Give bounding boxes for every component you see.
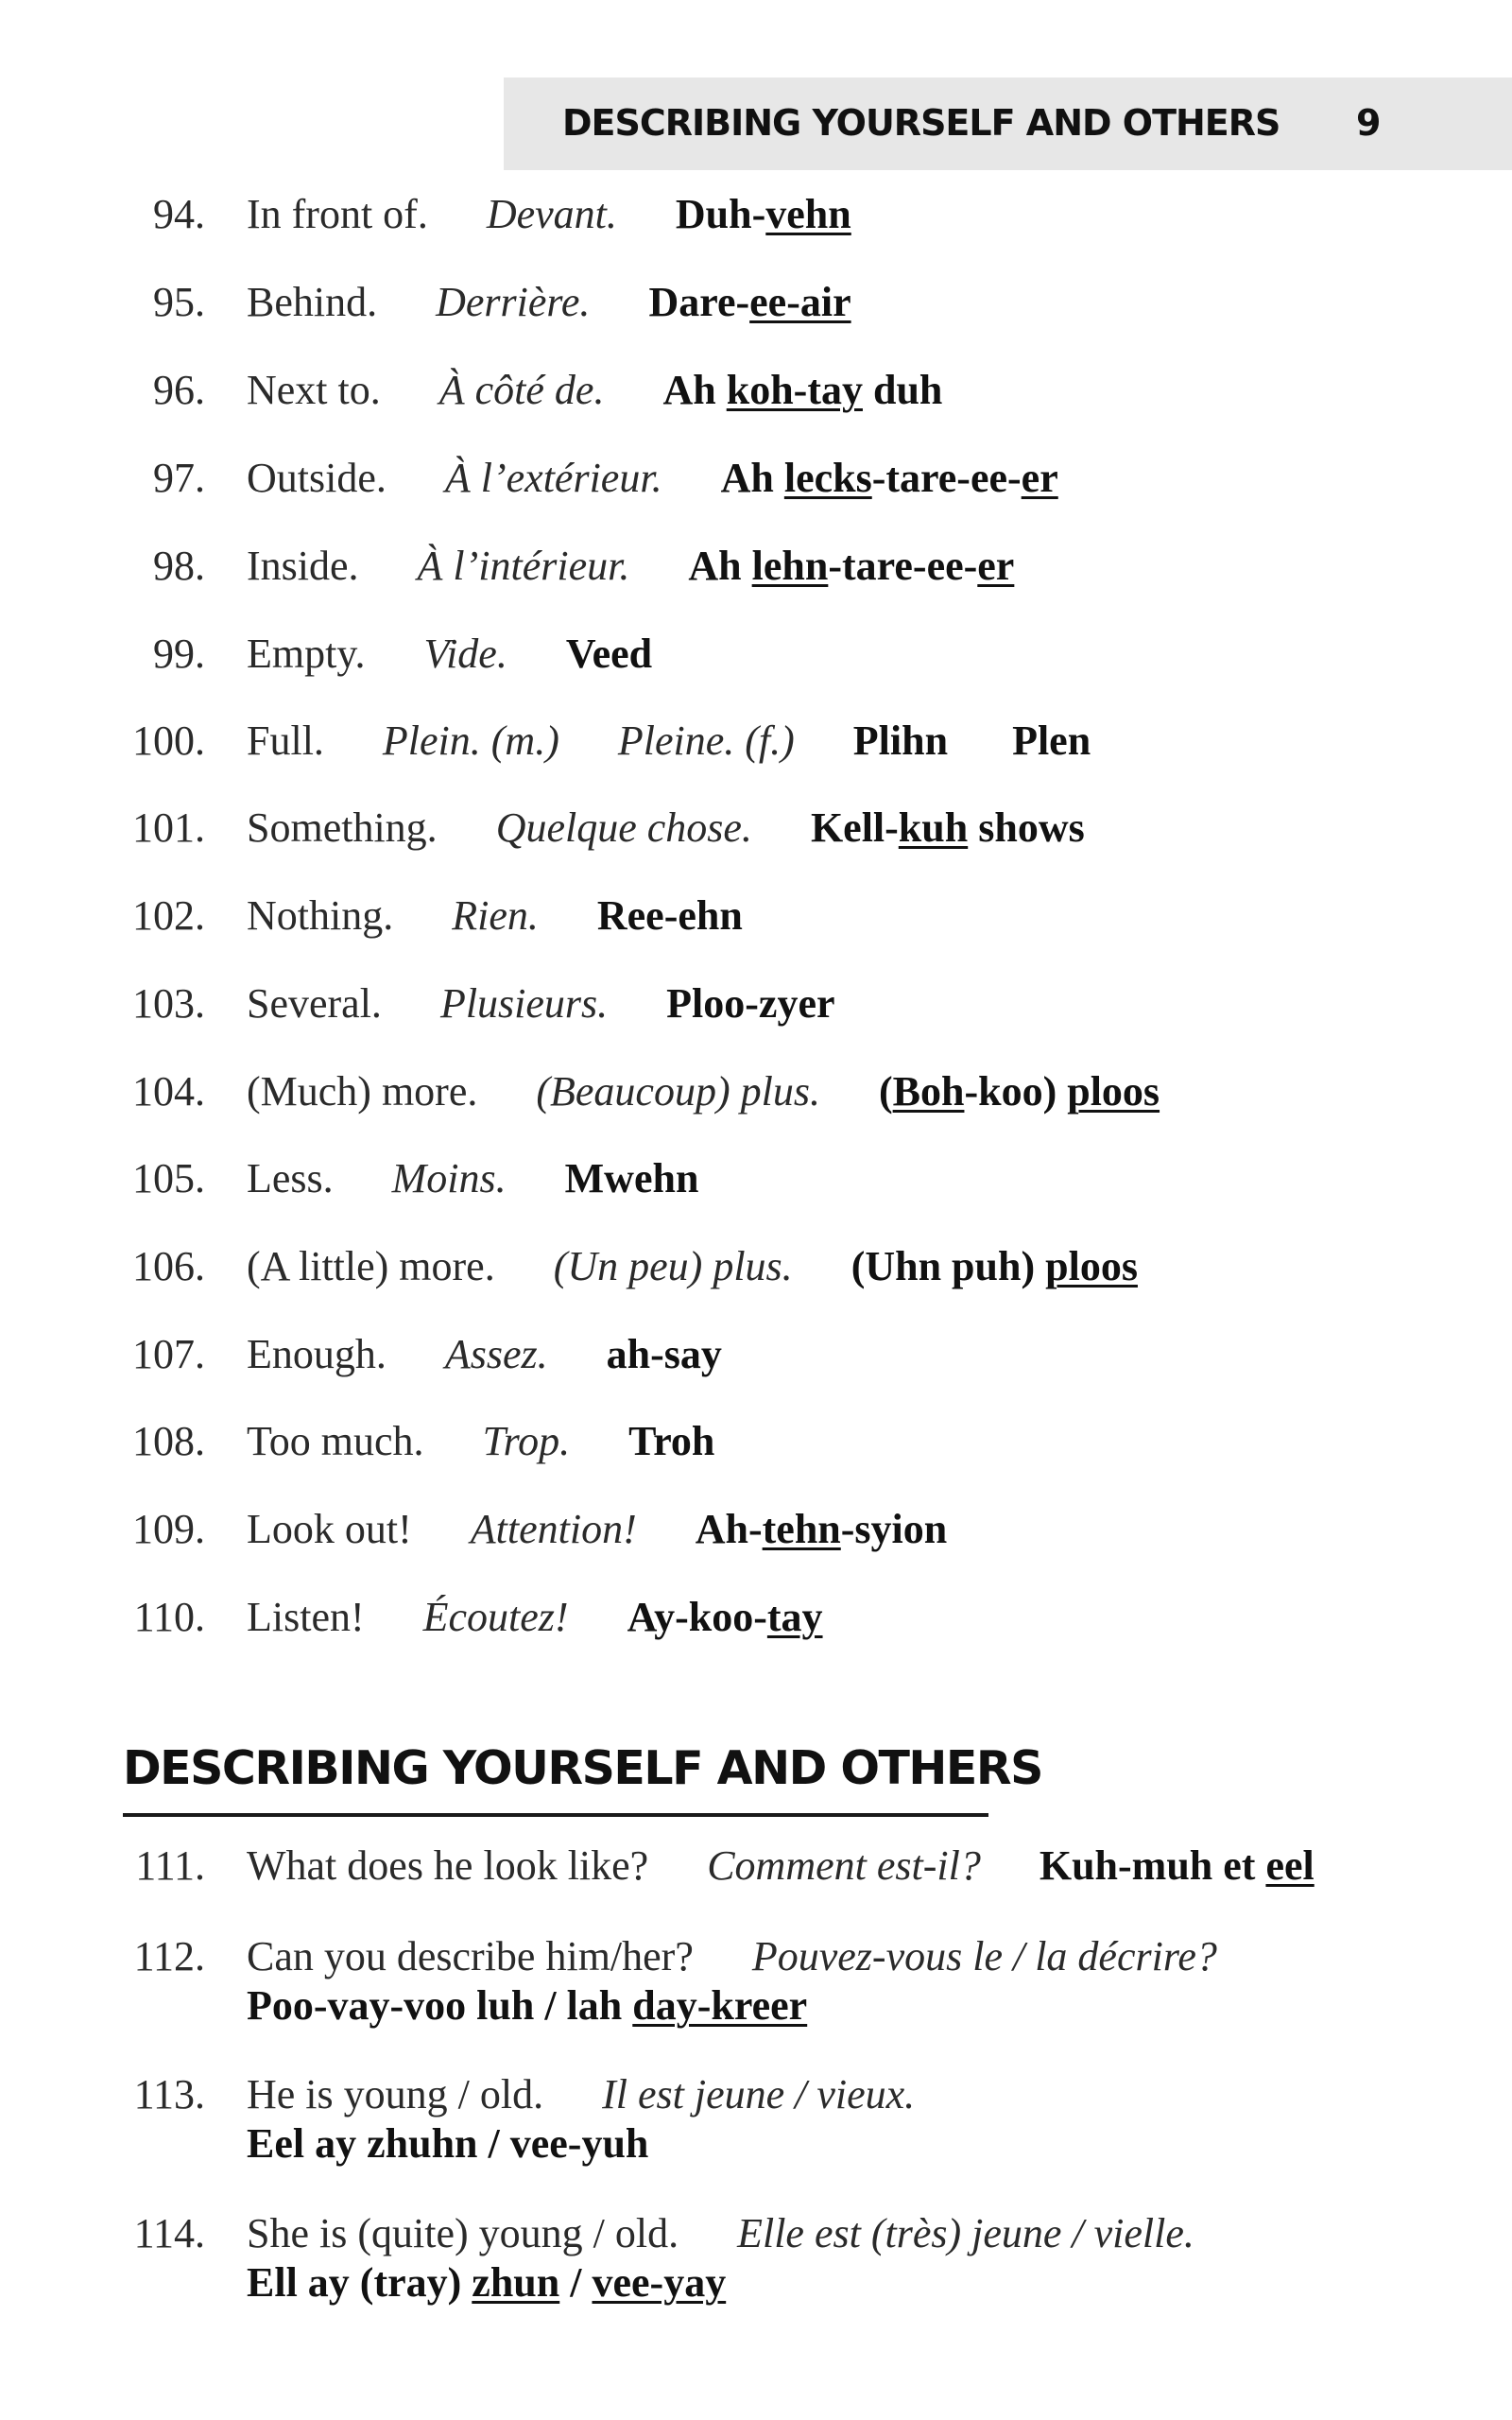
section-heading-underline (123, 1813, 988, 1817)
english-phrase: Nothing. (247, 892, 394, 939)
pronunciation-part: Ell ay (tray) (247, 2259, 472, 2306)
pronunciation (565, 1155, 699, 1201)
stressed-syllable: kuh (898, 804, 969, 851)
pronunciation (566, 631, 652, 677)
english-phrase: What does he look like? (247, 1842, 649, 1889)
pronunciation-part: Kell- (810, 804, 899, 851)
entry-line (247, 978, 835, 1029)
english-phrase: He is young / old. (247, 2071, 544, 2118)
english-phrase: Full. (247, 717, 324, 764)
entry-number: 104. (132, 1068, 205, 1115)
french-phrase: Vide. (423, 631, 507, 677)
pronunciation (851, 1243, 1138, 1289)
stressed-syllable: tay (766, 1594, 823, 1640)
pronunciation-part: -tare-ee- (871, 455, 1022, 501)
entry-line (247, 1592, 823, 1643)
entry-line (247, 890, 743, 942)
running-header (504, 78, 1512, 170)
pronunciation-part: / (559, 2259, 593, 2306)
stressed-syllable: ploos (1045, 1243, 1138, 1289)
pronunciation-part: Ploo-zyer (666, 980, 835, 1027)
entry-number: 96. (153, 367, 205, 413)
english-phrase: Less. (247, 1155, 334, 1201)
entry-line (247, 716, 1091, 767)
english-phrase: Inside. (247, 543, 359, 589)
english-phrase: Several. (247, 980, 382, 1027)
pronunciation (247, 1982, 807, 2029)
french-phrase-feminine: Pleine. (f.) (617, 717, 795, 764)
pronunciation-part: Plihn (852, 717, 949, 764)
english-phrase: Empty. (247, 631, 366, 677)
entry-line (247, 1153, 698, 1204)
entry-number: 112. (133, 1933, 205, 1979)
pronunciation-part: Veed (565, 631, 653, 677)
french-phrase: Pouvez-vous le / la décrire? (751, 1933, 1217, 1979)
entry-number: 107. (132, 1331, 205, 1377)
pronunciation (662, 367, 942, 413)
french-phrase: Attention! (470, 1506, 637, 1552)
stressed-syllable: zhun (472, 2259, 560, 2306)
pronunciation-part: -koo) (964, 1068, 1068, 1115)
stressed-syllable: koh-tay (726, 367, 863, 413)
pronunciation (721, 455, 1058, 501)
pronunciation-part: shows (968, 804, 1085, 851)
pronunciation (811, 804, 1085, 851)
entry-line (247, 277, 851, 328)
entry-line (247, 1504, 947, 1555)
stressed-syllable: tehn (762, 1506, 841, 1552)
entry-number: 110. (133, 1594, 205, 1640)
pronunciation (597, 892, 743, 939)
english-phrase: In front of. (247, 191, 428, 237)
entry-line (247, 1329, 722, 1380)
pronunciation-part: -syion (840, 1506, 948, 1552)
entry-line (247, 1241, 1138, 1292)
stressed-syllable: vee-yay (592, 2259, 727, 2306)
entry-line (247, 629, 652, 680)
entry-number: 99. (153, 631, 205, 677)
entry-line (247, 1416, 714, 1467)
stressed-syllable: er (977, 543, 1015, 589)
entry-number: 106. (132, 1243, 205, 1289)
entry-number: 105. (132, 1155, 205, 1201)
english-phrase: She is (quite) young / old. (247, 2210, 679, 2256)
entry-line (247, 1931, 1217, 1982)
pronunciation-part: Ah- (695, 1506, 763, 1552)
entry-line (247, 541, 1014, 592)
pronunciation-part: -tare-ee- (828, 543, 978, 589)
pronunciation (1040, 1842, 1314, 1889)
pronunciation-part: Poo-vay-voo luh / lah (247, 1982, 633, 2029)
french-phrase: (Un peu) plus. (553, 1243, 793, 1289)
french-phrase: Quelque chose. (495, 804, 752, 851)
french-phrase: Elle est (très) jeune / vielle. (737, 2210, 1194, 2256)
english-phrase: Too much. (247, 1418, 424, 1464)
pronunciation-part: Ay-koo- (627, 1594, 767, 1640)
pronunciation-part: ah-say (606, 1331, 722, 1377)
pronunciation-part: Mwehn (564, 1155, 699, 1201)
pronunciation-part: Duh- (675, 191, 766, 237)
english-phrase: Look out! (247, 1506, 412, 1552)
pronunciation (696, 1506, 948, 1552)
english-phrase: Something. (247, 804, 438, 851)
entry-number: 97. (153, 455, 205, 501)
pronunciation (628, 1418, 714, 1464)
french-phrase: Moins. (391, 1155, 507, 1201)
french-phrase: Assez. (444, 1331, 548, 1377)
english-phrase: Behind. (247, 279, 378, 325)
pronunciation-part: duh (862, 367, 943, 413)
french-phrase: Écoutez! (422, 1594, 569, 1640)
french-phrase: Plusieurs. (439, 980, 609, 1027)
pronunciation (853, 717, 948, 764)
pronunciation-feminine: Plen (1012, 717, 1091, 764)
entry-line (247, 365, 942, 416)
entry-number: 109. (132, 1506, 205, 1552)
french-phrase: Il est jeune / vieux. (602, 2071, 916, 2118)
entry-line (247, 189, 851, 240)
english-phrase: (A little) more. (247, 1243, 495, 1289)
entry-number: 114. (133, 2210, 205, 2256)
pronunciation (879, 1068, 1160, 1115)
french-phrase: (Beaucoup) plus. (536, 1068, 820, 1115)
entry-number: 98. (153, 543, 205, 589)
english-phrase: (Much) more. (247, 1068, 478, 1115)
french-phrase: Comment est-il? (707, 1842, 981, 1889)
stressed-syllable: lehn (751, 543, 829, 589)
entry-line-2 (247, 2118, 648, 2169)
stressed-syllable: ee-air (749, 279, 851, 325)
entry-line (247, 803, 1085, 854)
pronunciation (627, 1594, 823, 1640)
entry-line (247, 453, 1058, 504)
pronunciation-part: Troh (628, 1418, 715, 1464)
running-header-title: DESCRIBING YOURSELF AND OTHERS (562, 102, 1280, 144)
section-heading: DESCRIBING YOURSELF AND OTHERS (123, 1741, 1042, 1795)
pronunciation-part: Ah (662, 367, 727, 413)
french-phrase: À l’extérieur. (444, 455, 662, 501)
entry-number: 94. (153, 191, 205, 237)
english-phrase: Enough. (247, 1331, 387, 1377)
pronunciation (648, 279, 850, 325)
entry-number: 111. (135, 1842, 205, 1889)
pronunciation-part: Dare- (648, 279, 750, 325)
entry-number: 103. (132, 980, 205, 1027)
stressed-syllable: Boh (892, 1068, 965, 1115)
entry-number: 95. (153, 279, 205, 325)
pronunciation (688, 543, 1014, 589)
entry-number: 100. (132, 717, 205, 764)
pronunciation-part: Ah (720, 455, 784, 501)
french-phrase: Devant. (486, 191, 617, 237)
english-phrase: Listen! (247, 1594, 365, 1640)
french-phrase: À côté de. (438, 367, 605, 413)
pronunciation (247, 2259, 726, 2306)
entry-number: 113. (133, 2071, 205, 2118)
french-phrase: Trop. (482, 1418, 571, 1464)
entry-line (247, 1841, 1314, 1892)
pronunciation-part: (Uhn puh) (850, 1243, 1046, 1289)
french-phrase: À l’intérieur. (417, 543, 630, 589)
entry-line (247, 2208, 1194, 2259)
pronunciation (666, 980, 834, 1027)
pronunciation (607, 1331, 722, 1377)
entry-number: 102. (132, 892, 205, 939)
entry-number: 108. (132, 1418, 205, 1464)
stressed-syllable: vehn (765, 191, 851, 237)
english-phrase: Outside. (247, 455, 387, 501)
stressed-syllable: eel (1265, 1842, 1314, 1889)
stressed-syllable: day-kreer (632, 1982, 808, 2029)
stressed-syllable: er (1021, 455, 1058, 501)
stressed-syllable: lecks (783, 455, 872, 501)
entry-number: 101. (132, 804, 205, 851)
pronunciation (247, 2120, 648, 2167)
pronunciation-part: Eel ay zhuhn / vee-yuh (247, 2120, 649, 2167)
page-number: 9 (1356, 102, 1382, 144)
pronunciation (676, 191, 851, 237)
french-phrase: Derrière. (436, 279, 591, 325)
pronunciation-part: Ah (688, 543, 752, 589)
stressed-syllable: ploos (1067, 1068, 1160, 1115)
entry-line-2 (247, 2257, 726, 2308)
french-phrase: Plein. (m.) (382, 717, 559, 764)
pronunciation-part: Kuh-muh et (1039, 1842, 1266, 1889)
entry-line-2 (247, 1980, 807, 2031)
pronunciation-part: ( (878, 1068, 893, 1115)
pronunciation-part: Ree-ehn (596, 892, 743, 939)
english-phrase: Next to. (247, 367, 381, 413)
english-phrase: Can you describe him/her? (247, 1933, 694, 1979)
entry-line (247, 2069, 915, 2120)
entry-line (247, 1066, 1160, 1117)
french-phrase: Rien. (452, 892, 539, 939)
